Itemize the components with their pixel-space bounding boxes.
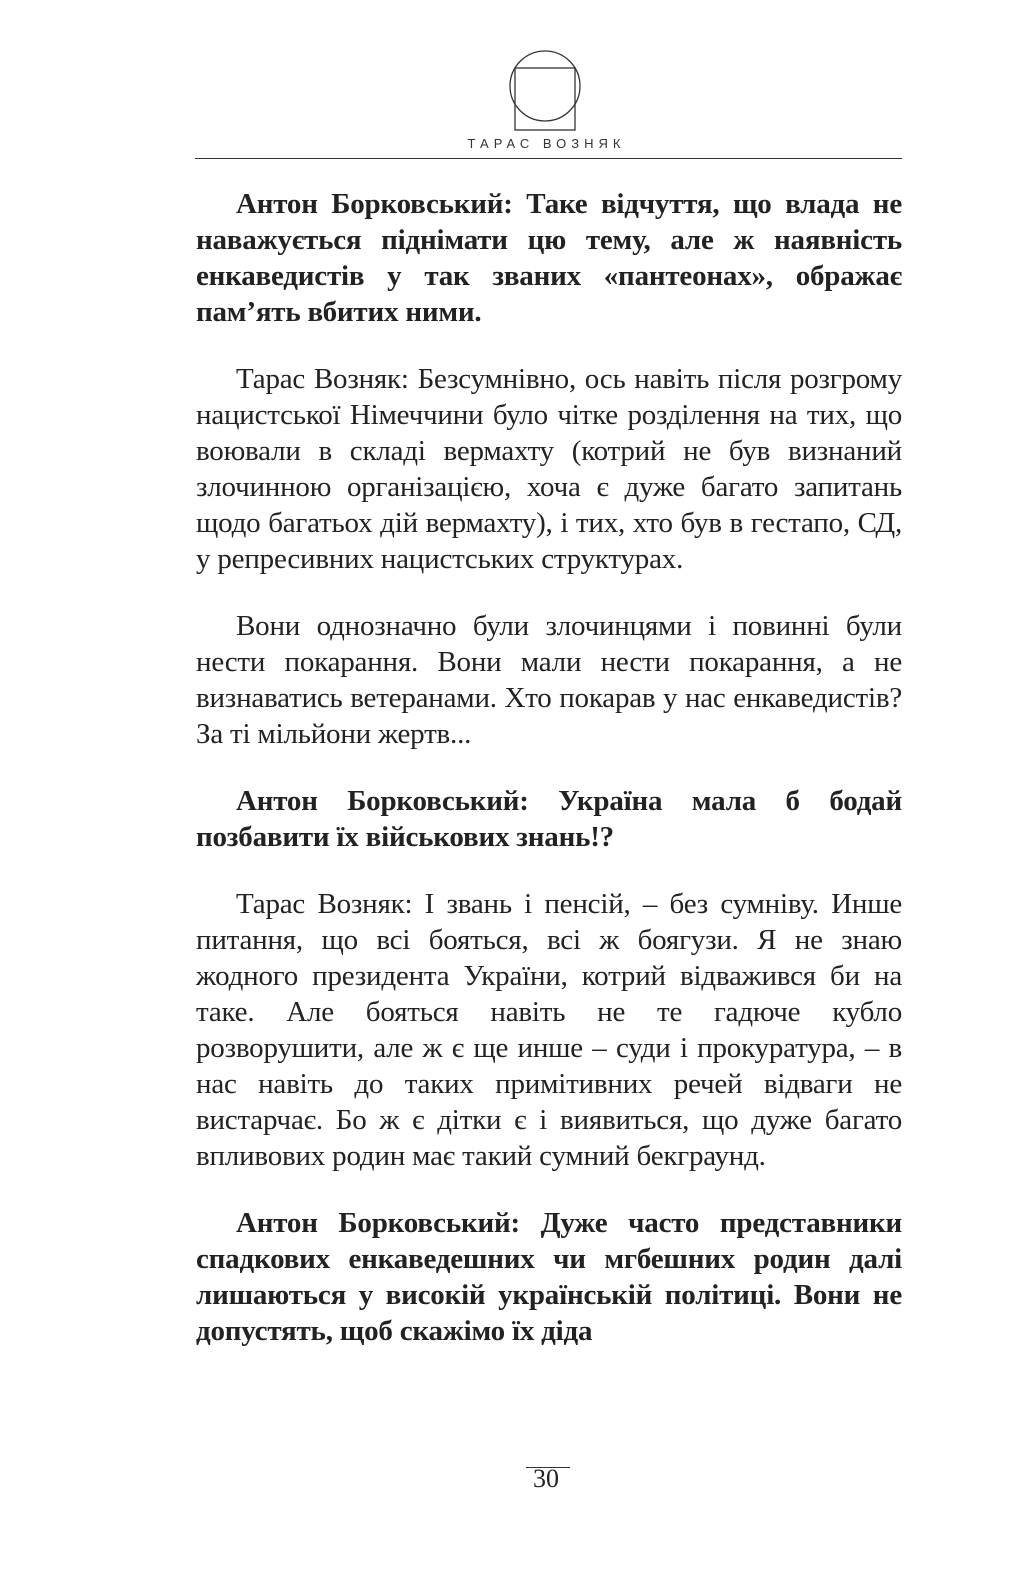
paragraph-question-3: Антон Борковський: Дуже часто представники спадкових енкаведешних чи мгбешних родин далі лишаються у високій українській політиці. Вони не допустять, щоб скажімо їх діда (196, 1207, 902, 1347)
paragraph-answer-2: Тарас Возняк: І звань і пенсій, – без сумніву. Инше питання, що всі бояться, всі ж боягузи. Я не знаю жодного президента України, котрий відважився би на таке. Але бояться навіть не те гадюче кубло розворушити, але ж є ще инше – суди і прокуратура, – в нас навіть до таких примітивних речей відваги не вистарчає. Бо ж є дітки є і виявиться, що дуже багато впливових родин має такий сумний бекграунд. (196, 888, 902, 1172)
circle-square-logo-icon (509, 48, 581, 132)
running-head-author: ТАРАС ВОЗНЯК (467, 136, 626, 151)
header-rule (195, 158, 902, 159)
paragraph-question-1: Антон Борковський: Таке відчуття, що влада не наважується піднімати цю тему, але ж наявність енкаведистів у так званих «пантеонах», ображає пам’ять вбитих ними. (196, 188, 902, 328)
paragraph-answer-1-continued: Вони однозначно були злочинцями і повинні були нести покарання. Вони мали нести покарання, а не визнаватись ветеранами. Хто покарав у нас енкаведистів? За ті мільйони жертв... (196, 610, 902, 750)
paragraph-answer-1: Тарас Возняк: Безсумнівно, ось навіть після розгрому нацистської Німеччини було чітке розділення на тих, що воювали в складі вермахту (котрий не був визнаний злочинною організацією, хоча є дуже багато запитань щодо багатьох дій вермахту), і тих, хто був в гестапо, СД, у репресивних нацистських структурах. (196, 363, 902, 575)
paragraph-question-2: Антон Борковський: Україна мала б бодай позбавити їх військових знань!? (196, 785, 902, 853)
page-number: 30 (533, 1464, 559, 1493)
page-body (196, 186, 902, 1380)
